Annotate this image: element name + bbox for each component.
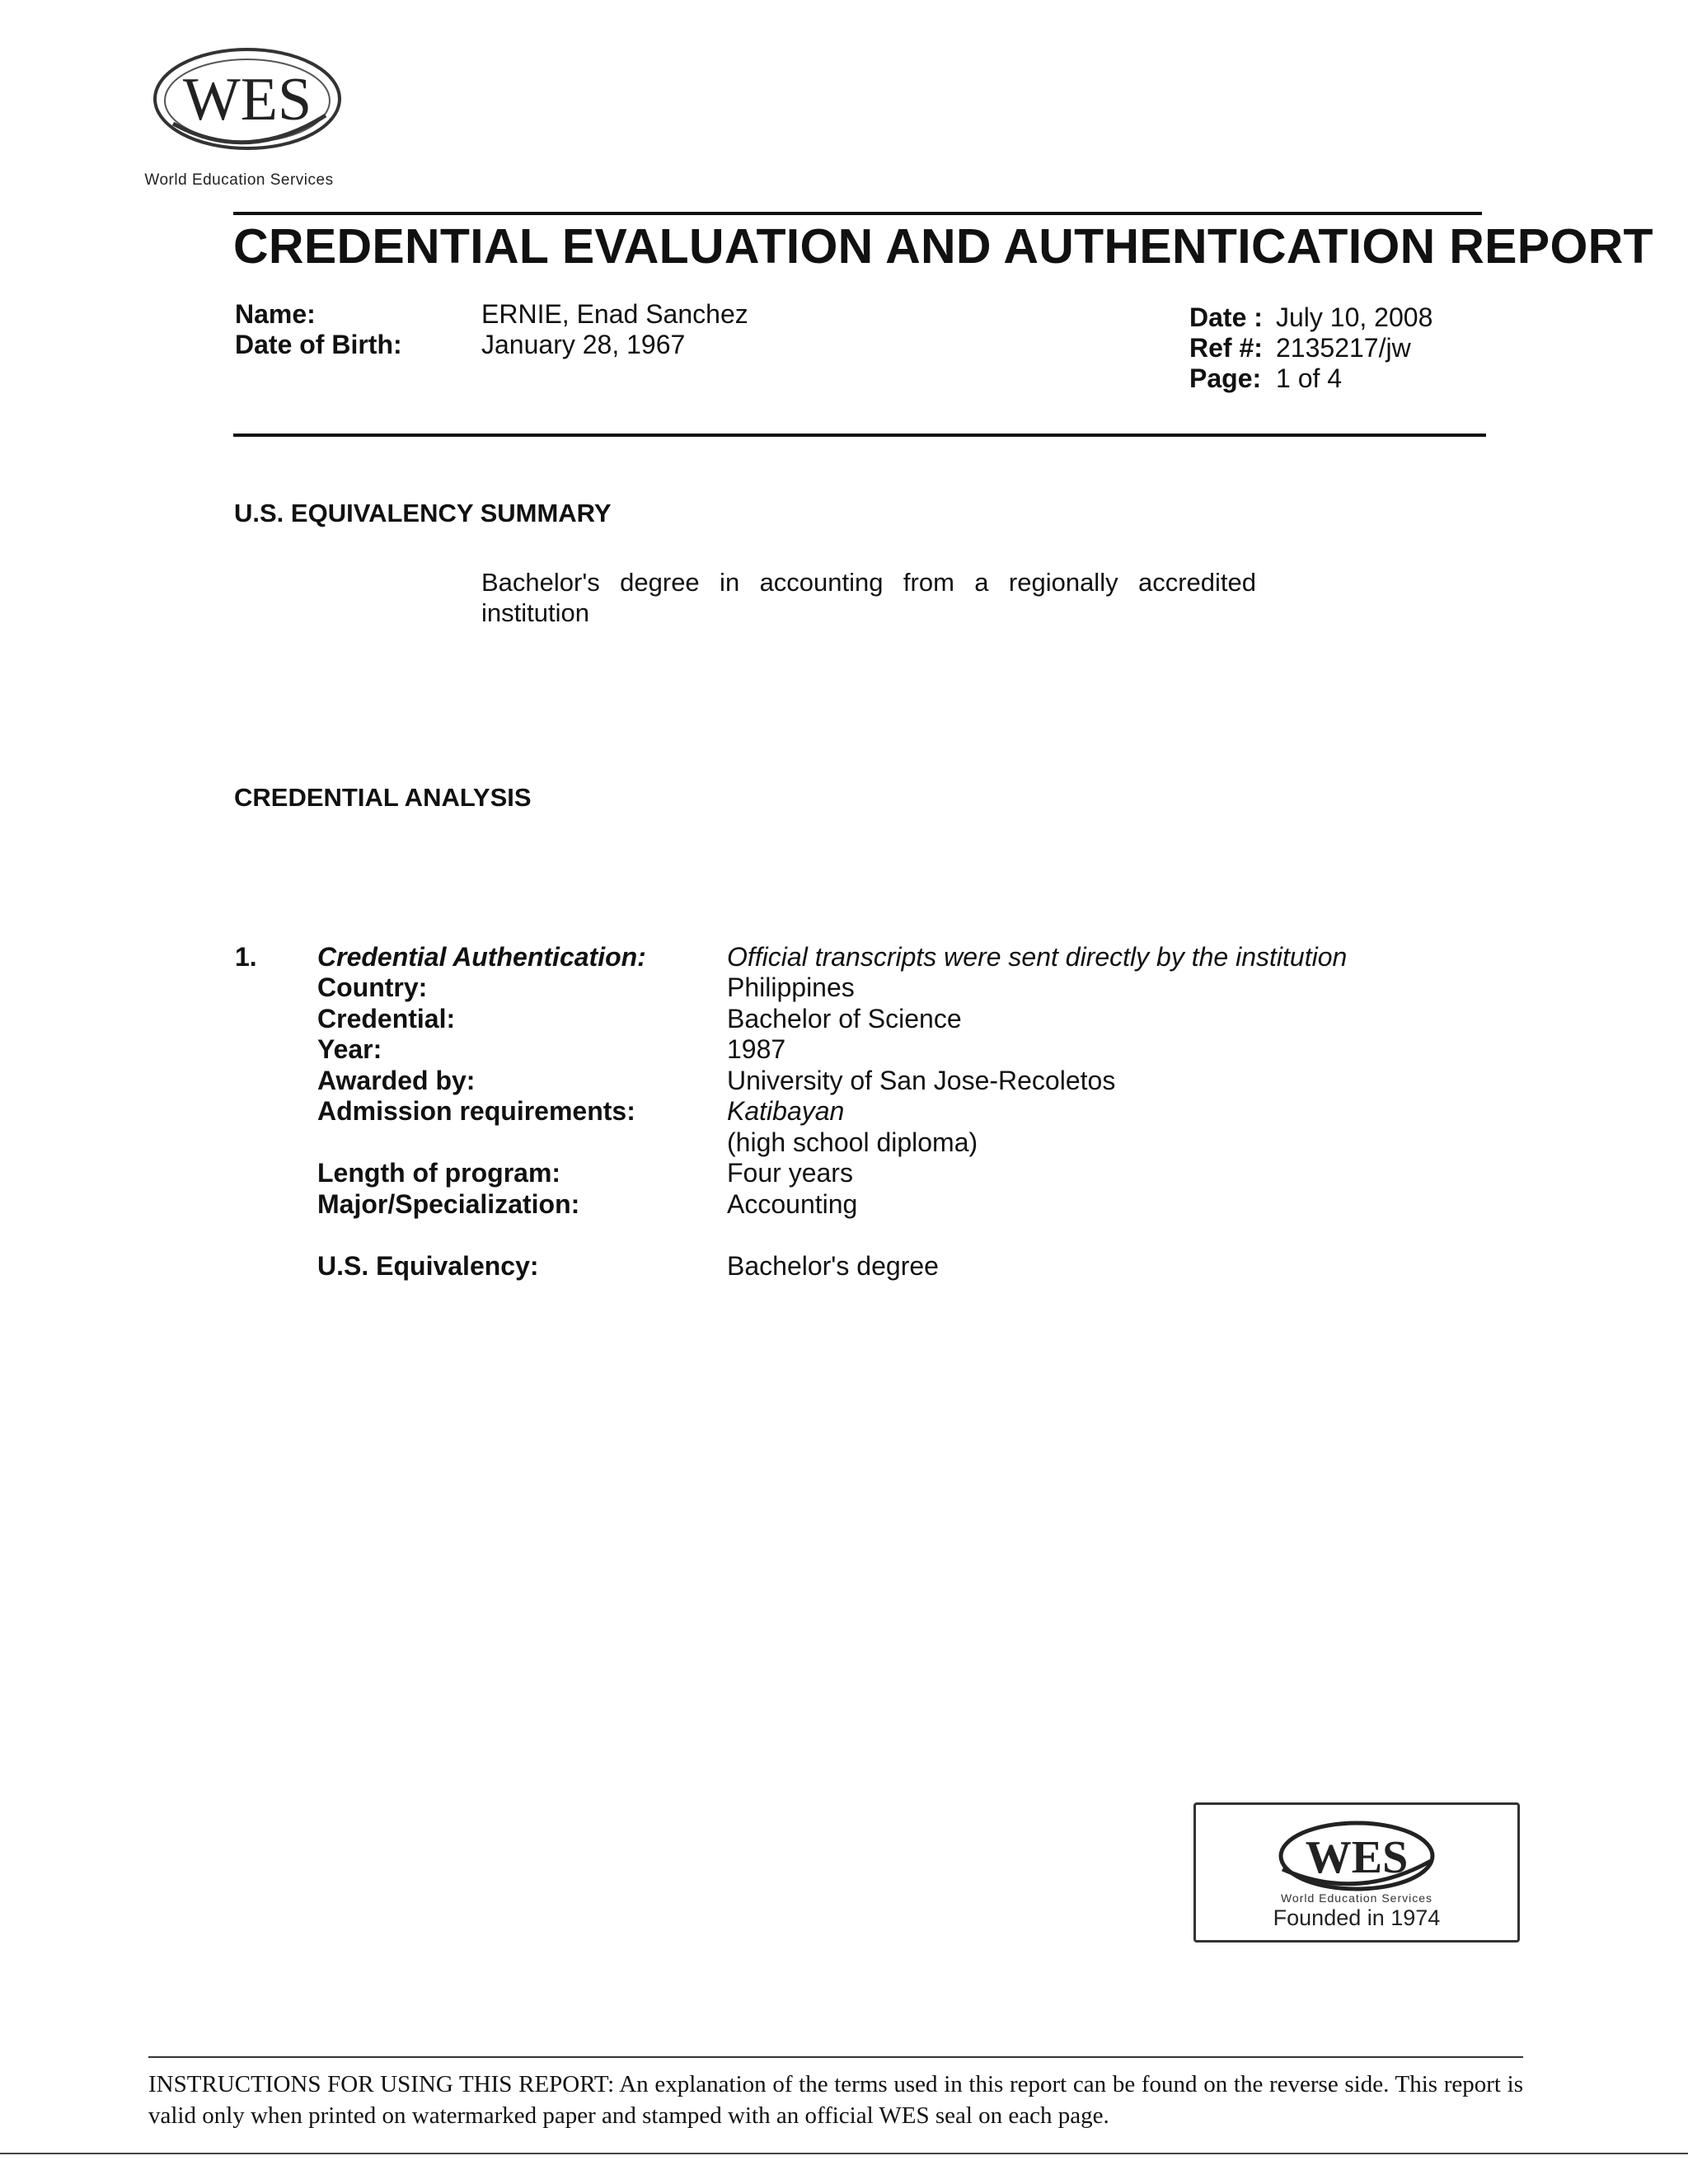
- awarded-by-label: Awarded by:: [317, 1066, 476, 1095]
- item-number: 1.: [235, 942, 257, 972]
- awarded-by-value: University of San Jose-Recoletos: [727, 1066, 1116, 1095]
- date-value: July 10, 2008: [1276, 302, 1433, 332]
- footer-instructions: INSTRUCTIONS FOR USING THIS REPORT: An explanation of the terms used in this report can be found on the reverse side. This report is valid only when printed on watermarked paper and stamped with an official WES seal on each page.: [148, 2071, 1523, 2129]
- summary-text: [481, 567, 1256, 628]
- logo-organization: World Education Services: [144, 171, 334, 189]
- footer-rule: [148, 2056, 1523, 2058]
- dob-value: January 28, 1967: [481, 330, 686, 359]
- date-label: Date :: [1189, 302, 1263, 332]
- credential-value: Bachelor of Science: [727, 1004, 962, 1033]
- country-label: Country:: [317, 972, 428, 1002]
- equivalency-value: Bachelor's degree: [727, 1251, 939, 1281]
- summary-line-2: institution: [481, 598, 589, 627]
- title-rule: [233, 212, 1482, 215]
- length-value: Four years: [727, 1158, 853, 1188]
- summary-heading: U.S. EQUIVALENCY SUMMARY: [234, 499, 612, 527]
- wes-logo: [140, 41, 346, 190]
- admission-value: Katibayan: [727, 1096, 845, 1126]
- page-value: 1 of 4: [1276, 363, 1343, 393]
- header-rule: [233, 434, 1486, 437]
- year-value: 1987: [727, 1034, 786, 1064]
- logo-text: WES: [182, 66, 312, 134]
- seal-emblem: [1274, 1820, 1439, 1894]
- major-label: Major/Specialization:: [317, 1189, 580, 1219]
- authentication-value: Official transcripts were sent directly by the institution: [727, 942, 1348, 972]
- country-value: Philippines: [727, 972, 855, 1002]
- page-label: Page:: [1189, 363, 1262, 393]
- seal-founded: Founded in 1974: [1273, 1905, 1441, 1930]
- length-label: Length of program:: [317, 1158, 561, 1188]
- report-title: CREDENTIAL EVALUATION AND AUTHENTICATION REPORT: [233, 219, 1653, 274]
- ref-label: Ref #:: [1189, 333, 1263, 363]
- admission-label: Admission requirements:: [317, 1096, 635, 1126]
- equivalency-label: U.S. Equivalency:: [317, 1251, 539, 1281]
- seal-organization: World Education Services: [1280, 1891, 1433, 1905]
- wes-seal-stamp: [1193, 1802, 1520, 1943]
- admission-value-note: (high school diploma): [727, 1127, 978, 1157]
- name-value: ERNIE, Enad Sanchez: [481, 299, 748, 329]
- wes-logo-emblem: [148, 41, 346, 165]
- authentication-label: Credential Authentication:: [317, 942, 646, 972]
- summary-line-1: Bachelor's degree in accounting from a regionally accredited: [481, 568, 1256, 597]
- year-label: Year:: [317, 1034, 382, 1064]
- credential-label: Credential:: [317, 1004, 456, 1033]
- major-value: Accounting: [727, 1189, 858, 1219]
- page-bottom-rule: [0, 2153, 1688, 2154]
- seal-text: WES: [1305, 1832, 1409, 1883]
- name-label: Name:: [235, 299, 316, 329]
- dob-label: Date of Birth:: [235, 330, 402, 359]
- ref-value: 2135217/jw: [1276, 333, 1411, 363]
- analysis-heading: CREDENTIAL ANALYSIS: [234, 783, 532, 812]
